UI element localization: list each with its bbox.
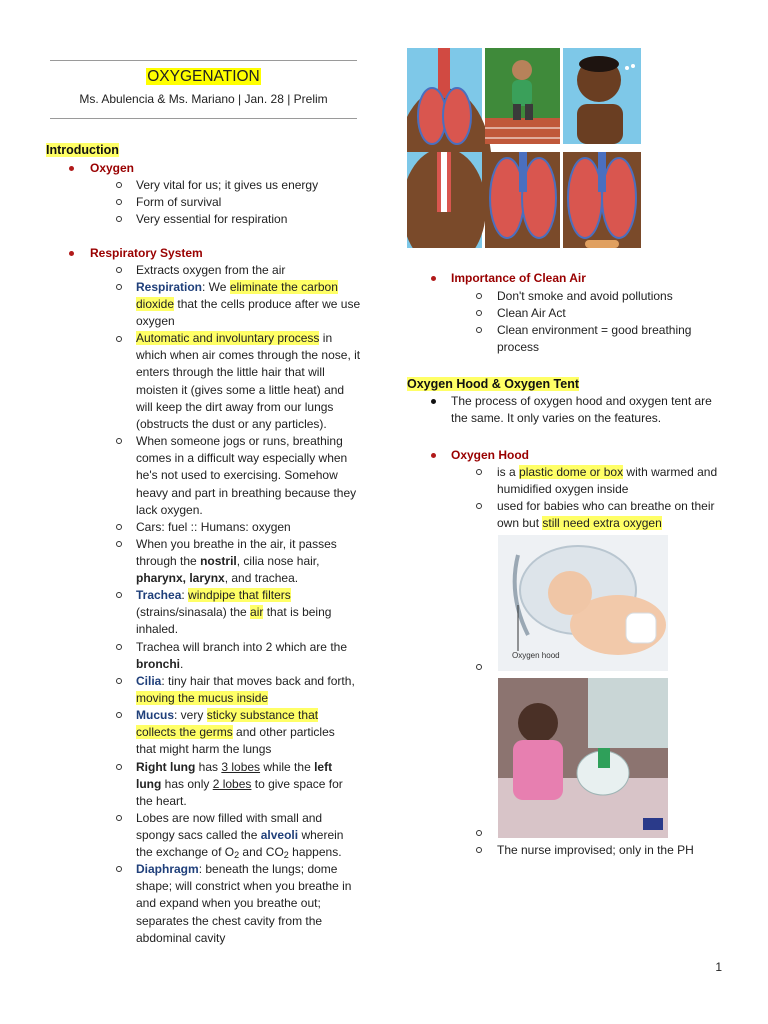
oxygen-item-1: Very vital for us; it gives us energy (136, 178, 319, 192)
resp-item-trachea: Trachea: windpipe that filters (strains/sinasala) the air that is being inhaled. (136, 588, 332, 637)
circle-bullet (116, 438, 122, 444)
clean-air-item-2: Clean Air Act (497, 306, 566, 320)
oxygen-item-2: Form of survival (136, 195, 222, 209)
bullet-dot (431, 453, 436, 458)
circle-bullet (476, 664, 482, 670)
lung-cartoon-image (407, 48, 641, 248)
clean-air-item-1: Don't smoke and avoid pollutions (497, 289, 673, 303)
circle-bullet (116, 216, 122, 222)
resp-item-diaphragm: Diaphragm: beneath the lungs; dome shape; will constrict when you breathe in and expand when you breathe out; separates the chest cavity from the abdominal cavity (136, 862, 352, 945)
circle-bullet (476, 293, 482, 299)
oxygen-hood-caption: Oxygen hood (512, 651, 560, 660)
hood-item-1: is a plastic dome or box with warmed and humidified oxygen inside (497, 465, 718, 497)
circle-bullet (476, 503, 482, 509)
introduction-heading: Introduction (46, 143, 119, 157)
bullet-dot (69, 166, 74, 171)
resp-item-breathe-path: When you breathe in the air, it passes through the nostril, cilia nose hair, pharynx, larynx, and trachea. (136, 537, 337, 586)
resp-item-mucus: Mucus: very sticky substance that collects the germs and other particles that might harm the lungs (136, 708, 335, 757)
page-title: OXYGENATION (147, 68, 260, 85)
resp-item-alveoli: Lobes are now filled with small and spongy sacs called the alveoli wherein the exchange of $O_2$ and $CO_2$ happens. (136, 811, 344, 861)
resp-item-lungs: Right lung has 3 lobes while the left lung has only 2 lobes to give space for the heart. (136, 760, 343, 809)
circle-bullet (116, 678, 122, 684)
resp-item-1: Extracts oxygen from the air (136, 263, 286, 277)
oxygen-hood-photo (498, 535, 668, 671)
resp-item-cilia: Cilia: tiny hair that moves back and forth, moving the mucus inside (136, 674, 355, 706)
hood-tent-intro: The process of oxygen hood and oxygen tent are the same. It only varies on the features. (451, 394, 712, 426)
circle-bullet (116, 815, 122, 821)
circle-bullet (116, 284, 122, 290)
circle-bullet (116, 182, 122, 188)
bullet-dot (69, 251, 74, 256)
hood-tent-heading: Oxygen Hood & Oxygen Tent (407, 377, 580, 391)
circle-bullet (116, 524, 122, 530)
oxygen-item-3: Very essential for respiration (136, 212, 288, 226)
hood-item-2: used for babies who can breathe on their own but still need extra oxygen (497, 499, 715, 531)
circle-bullet (116, 712, 122, 718)
nurse-improvised-hood-image (498, 678, 668, 838)
resp-item-automatic: Automatic and involuntary process in which when air comes through the nose, it enters through the little hair that will moisten it (gives some a little heat) and will keep the dirt away from our lungs (obstructs the dust or any particles). (136, 331, 361, 432)
circle-bullet (116, 592, 122, 598)
circle-bullet (476, 830, 482, 836)
page-number: 1 (715, 960, 722, 974)
resp-item-bronchi: Trachea will branch into 2 which are the bronchi. (136, 640, 347, 672)
breathing-illustration-grid (407, 48, 641, 248)
circle-bullet (476, 847, 482, 853)
clean-air-item-3: Clean environment = good breathing process (497, 323, 692, 355)
circle-bullet (116, 644, 122, 650)
circle-bullet (116, 199, 122, 205)
circle-bullet (476, 469, 482, 475)
oxygen-label: Oxygen (90, 161, 135, 175)
circle-bullet (116, 541, 122, 547)
circle-bullet (476, 327, 482, 333)
resp-item-jogging: When someone jogs or runs, breathing comes in a difficult way especially when he's not used to exercising. Somehow heavy and part in breathing because they lack oxygen. (136, 434, 357, 517)
respiratory-system-label: Respiratory System (90, 246, 203, 260)
resp-item-cars: Cars: fuel :: Humans: oxygen (136, 520, 291, 534)
resp-item-respiration: Respiration: We eliminate the carbon dioxide that the cells produce after we use oxygen (136, 280, 361, 329)
hood-item-nurse: The nurse improvised; only in the PH (497, 843, 694, 857)
circle-bullet (116, 764, 122, 770)
clean-air-label: Importance of Clean Air (451, 271, 586, 285)
circle-bullet (116, 267, 122, 273)
page-subtitle: Ms. Abulencia & Ms. Mariano | Jan. 28 | Prelim (79, 92, 328, 106)
circle-bullet (116, 866, 122, 872)
header-rule-top (50, 60, 357, 61)
circle-bullet (476, 310, 482, 316)
oxygen-hood-label: Oxygen Hood (451, 448, 530, 462)
improvised-oxygen-photo (498, 678, 668, 838)
bullet-dot (431, 276, 436, 281)
header-rule-bottom (50, 118, 357, 119)
bullet-dot (431, 399, 436, 404)
circle-bullet (116, 336, 122, 342)
